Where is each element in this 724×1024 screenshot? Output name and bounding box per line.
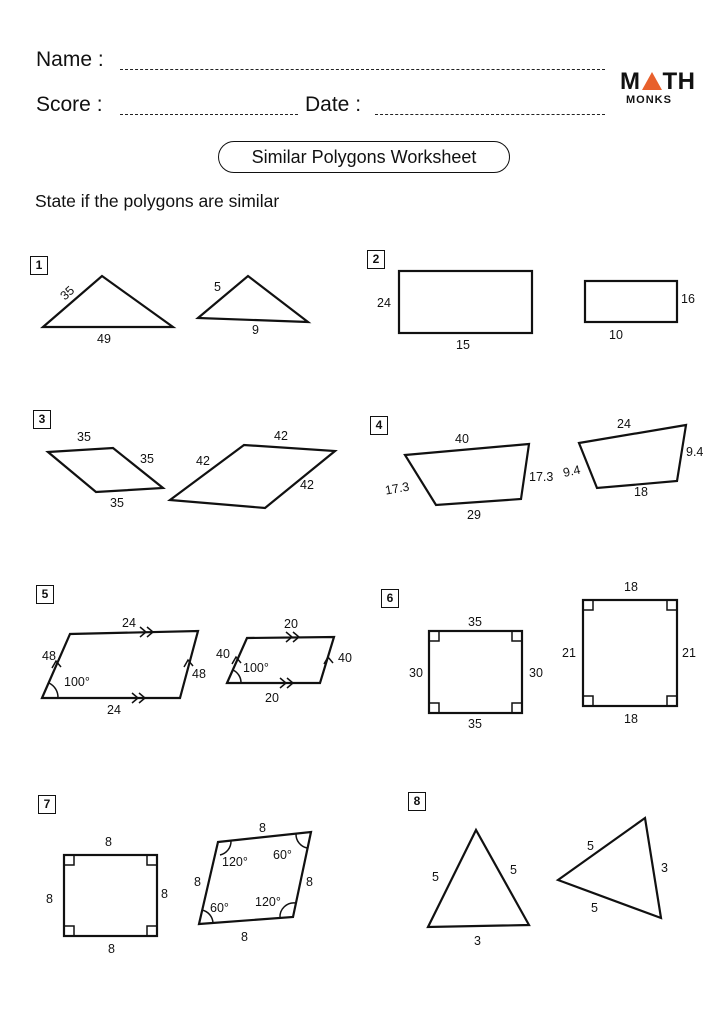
label: 40 <box>455 432 469 446</box>
label: 16 <box>681 292 695 306</box>
rectangle-small <box>585 281 677 322</box>
label: 5 <box>510 863 517 877</box>
name-label: Name : <box>36 48 104 71</box>
label: 40 <box>338 651 352 665</box>
label: 8 <box>259 821 266 835</box>
label: 24 <box>617 417 631 431</box>
label: 5 <box>591 901 598 915</box>
label: 30 <box>529 666 543 680</box>
problem-number-8: 8 <box>408 792 426 811</box>
problem-number-5: 5 <box>36 585 54 604</box>
label: 42 <box>274 429 288 443</box>
problem-number-4: 4 <box>370 416 388 435</box>
label: 17.3 <box>529 470 554 484</box>
label: 3 <box>474 934 481 948</box>
angle-arc-icon <box>296 834 307 848</box>
trapezoid-small <box>579 425 686 488</box>
label: 5 <box>587 839 594 853</box>
label: 21 <box>562 646 576 660</box>
score-label: Score : <box>36 93 103 116</box>
label: 8 <box>194 875 201 889</box>
label: 8 <box>46 892 53 906</box>
label: 8 <box>161 887 168 901</box>
problem-6-figures <box>409 580 696 731</box>
label: 24 <box>377 296 391 310</box>
logo-letter-m: M <box>620 68 641 95</box>
problem-8-figures <box>428 818 668 948</box>
problem-number-1: 1 <box>30 256 48 275</box>
angle-arc-icon <box>49 683 58 698</box>
label: 60° <box>273 848 292 862</box>
label: 35 <box>140 452 154 466</box>
problem-5-figures <box>42 616 352 717</box>
label: 35 <box>110 496 124 510</box>
label: 17.3 <box>383 479 411 498</box>
instruction-text: State if the polygons are similar <box>35 191 280 211</box>
label: 24 <box>107 703 121 717</box>
label: 60° <box>210 901 229 915</box>
date-label: Date : <box>305 93 362 116</box>
rhombus-large <box>170 445 335 508</box>
right-angle-icon <box>64 855 157 936</box>
problem-number-6: 6 <box>381 589 399 608</box>
angle-arc-icon <box>233 670 241 683</box>
right-angle-icon <box>429 631 522 713</box>
label: 35 <box>468 615 482 629</box>
square <box>64 855 157 936</box>
angle-arc-icon <box>220 841 231 855</box>
label: 5 <box>432 870 439 884</box>
label: 42 <box>300 478 314 492</box>
problem-3-figures <box>48 429 335 510</box>
label: 18 <box>634 485 648 499</box>
problem-number-7: 7 <box>38 795 56 814</box>
label: 48 <box>192 667 206 681</box>
label: 35 <box>57 283 78 303</box>
label: 9 <box>252 323 259 337</box>
label: 9.4 <box>686 445 704 459</box>
triangle-large <box>43 276 173 327</box>
parallelogram-small <box>227 637 334 683</box>
problem-4-figures <box>384 417 703 522</box>
label: 5 <box>214 280 221 294</box>
rectangle-large <box>583 600 677 706</box>
label: 10 <box>609 328 623 342</box>
problem-7-figures <box>46 821 313 956</box>
logo-subtext: MONKS <box>626 94 672 106</box>
label: 18 <box>624 580 638 594</box>
right-angle-icon <box>583 600 677 706</box>
label: 35 <box>77 430 91 444</box>
parallel-arrow-icon <box>324 657 333 664</box>
label: 18 <box>624 712 638 726</box>
rectangle-small <box>429 631 522 713</box>
label: 120° <box>222 855 248 869</box>
label: 49 <box>97 332 111 346</box>
trapezoid-large <box>405 444 529 505</box>
label: 20 <box>284 617 298 631</box>
label: 42 <box>196 454 210 468</box>
label: 100° <box>243 661 269 675</box>
triangle-rotated <box>558 818 661 918</box>
triangle-upright <box>428 830 529 927</box>
label: 40 <box>216 647 230 661</box>
label: 8 <box>108 942 115 956</box>
label: 3 <box>661 861 668 875</box>
label: 21 <box>682 646 696 660</box>
problem-number-2: 2 <box>367 250 385 269</box>
problem-2-figures <box>377 271 695 352</box>
label: 9.4 <box>561 462 582 480</box>
label: 8 <box>241 930 248 944</box>
problem-1-figures <box>43 276 308 346</box>
logo-letters-th: TH <box>662 68 696 95</box>
label: 15 <box>456 338 470 352</box>
label: 24 <box>122 616 136 630</box>
label: 20 <box>265 691 279 705</box>
rectangle-large <box>399 271 532 333</box>
label: 8 <box>306 875 313 889</box>
label: 8 <box>105 835 112 849</box>
problem-number-3: 3 <box>33 410 51 429</box>
label: 100° <box>64 675 90 689</box>
label: 29 <box>467 508 481 522</box>
worksheet-title: Similar Polygons Worksheet <box>218 141 510 173</box>
label: 120° <box>255 895 281 909</box>
label: 48 <box>42 649 56 663</box>
label: 30 <box>409 666 423 680</box>
label: 35 <box>468 717 482 731</box>
